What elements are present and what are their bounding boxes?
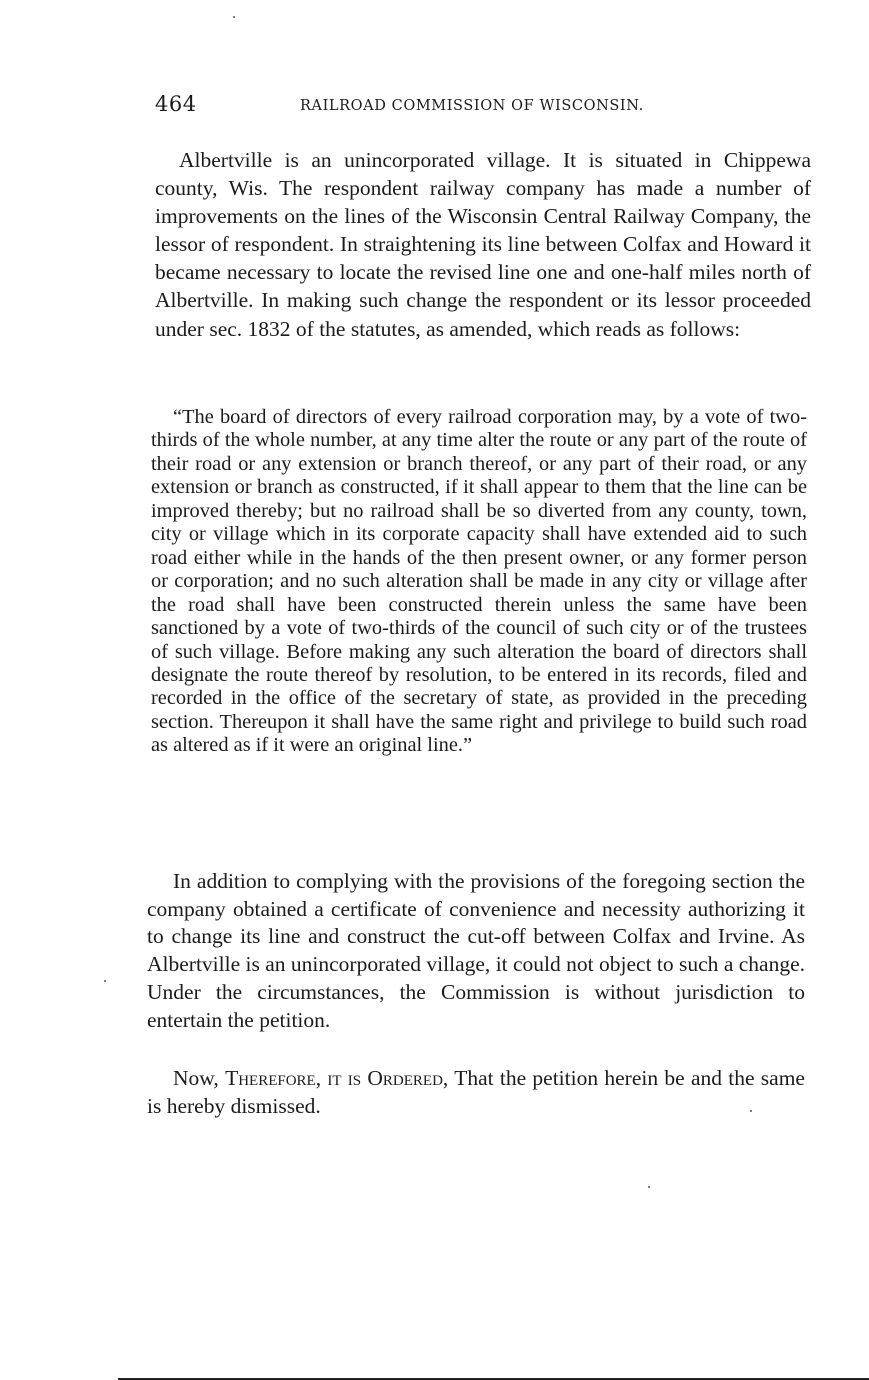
scan-speck bbox=[648, 1186, 650, 1188]
page-number: 464 bbox=[155, 92, 197, 116]
running-title: RAILROAD COMMISSION OF WISCONSIN. bbox=[300, 98, 644, 114]
order-therefore-phrase: Therefore, it is Ordered, bbox=[225, 1066, 449, 1090]
scan-speck bbox=[750, 1110, 752, 1112]
order-rest: That the petition herein be and the same is hereby dismissed. bbox=[147, 1066, 805, 1118]
scan-speck bbox=[104, 980, 106, 982]
addition-paragraph: In addition to complying with the provisions of the foregoing section the company obtained a certificate of convenience and necessity authorizing it to change its line and construct the cut-off between Colfax and Irvine. As Albertville is an unincorporated village, it could not object to such a change. Under the circumstances, the Commission is without jurisdiction to entertain the petition. bbox=[147, 869, 805, 1032]
order-lead: Now, bbox=[173, 1066, 226, 1090]
statute-quote: “The board of directors of every railroad corporation may, by a vote of two-thirds of the whole number, at any time alter the route or any part of the route of their road or any extension or branch thereof, or any part of their road, or any extension or branch as constructed, if it shall appear to them that the line can be improved thereby; but no railroad shall be so diverted from any county, town, city or village which in its corporate capacity shall have extended aid to such road either while in the hands of the then present owner, or any former person or corporation; and no such alteration shall be made in any city or village after the road shall have been constructed therein unless the same have been sanctioned by a vote of two-thirds of the council of such city or of the trustees of such village. Before making any such alteration the board of directors shall designate the route thereof by resolution, to be entered in its records, filed and recorded in the office of the secretary of state, as provided in the preceding section. Thereupon it shall have the same right and privilege to build such road as altered as if it were an original line.” bbox=[151, 406, 807, 757]
order-paragraph bbox=[147, 1065, 805, 1120]
intro-paragraph: Albertville is an unincorporated village. It is situated in Chippewa county, Wis. The respondent railway company has made a number of improvements on the lines of the Wisconsin Central Railway Company, the lessor of respondent. In straightening its line between Colfax and Howard it became necessary to locate the revised line one and one-half miles north of Albertville. In making such change the respondent or its lessor proceeded under sec. 1832 of the statutes, as amended, which reads as follows: bbox=[155, 148, 811, 341]
page-header bbox=[150, 92, 806, 118]
scan-speck bbox=[233, 16, 235, 18]
